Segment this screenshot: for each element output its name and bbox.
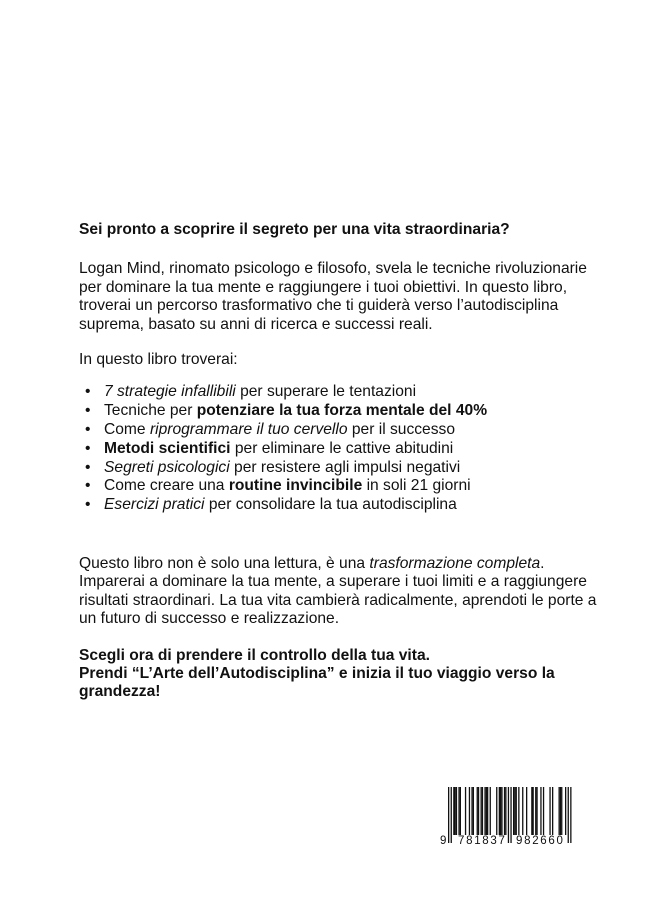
- barcode-bar: [505, 787, 506, 835]
- list-item: [104, 459, 599, 478]
- barcode-bar: [473, 787, 474, 835]
- list-item: [104, 383, 599, 402]
- list-item: [104, 402, 599, 421]
- transformation-paragraph: [79, 555, 599, 629]
- barcode-bar: [455, 787, 456, 835]
- paragraph2-emphasis: trasformazione completa: [369, 555, 541, 573]
- barcode-bar: [456, 787, 457, 835]
- cta-line-1: Scegli ora di prendere il controllo della tua vita.: [79, 646, 430, 664]
- barcode-bar: [560, 787, 561, 835]
- barcode-bar: [516, 787, 517, 835]
- barcode-bar: [540, 787, 541, 835]
- barcode-guard-bar: [568, 787, 569, 843]
- isbn-right-group: 982660: [516, 835, 565, 847]
- back-cover-text: [79, 221, 599, 702]
- feature-list: [79, 383, 599, 515]
- list-item-text: potenziare la tua forza mentale del 40%: [196, 402, 488, 420]
- barcode-bar: [486, 787, 487, 835]
- barcode-bar: [460, 787, 461, 835]
- headline: Sei pronto a scoprire il segreto per una vita straordinaria?: [79, 221, 510, 238]
- barcode-bar: [561, 787, 562, 835]
- barcode-bar: [496, 787, 497, 835]
- barcode-guard-bar: [570, 787, 571, 843]
- list-item-text: per resistere agli impulsi negativi: [229, 458, 461, 476]
- list-item-text: Esercizi pratici: [104, 496, 205, 514]
- list-item: [104, 421, 599, 440]
- barcode-bar: [533, 787, 534, 835]
- list-item-text: routine invincibile: [228, 477, 363, 495]
- barcode-bar: [478, 787, 479, 835]
- barcode-bar: [481, 787, 482, 835]
- barcode-bar: [504, 787, 505, 835]
- barcode-bar: [500, 787, 501, 835]
- barcode-bar: [458, 787, 459, 835]
- list-item: [104, 440, 599, 459]
- barcode-bar: [465, 787, 466, 835]
- paragraph2-before: Questo libro non è solo una lettura, è una: [79, 555, 370, 573]
- isbn-first-digit: 9: [440, 835, 447, 847]
- description-paragraph: Logan Mind, rinomato psicologo e filosofo, svela le tecniche rivoluzionarie per dominare la tua mente e raggiungere i tuoi obiettivi. In questo libro, troverai un percorso trasformativo che ti guiderà verso l’autodisciplina suprema, basato su anni di ricerca e successi reali.: [79, 260, 587, 333]
- list-item-text: per il successo: [347, 421, 455, 439]
- barcode-bar: [522, 787, 523, 835]
- barcode-bar: [501, 787, 502, 835]
- barcode-bar: [526, 787, 527, 835]
- barcode-bar: [453, 787, 454, 835]
- list-item-text: 7 strategie infallibili: [104, 383, 236, 401]
- list-item-text: per superare le tentazioni: [235, 383, 417, 401]
- list-item-text: per eliminare le cattive abitudini: [230, 439, 454, 457]
- barcode-bar: [543, 787, 544, 835]
- call-to-action: [79, 647, 599, 702]
- barcode-bar: [487, 787, 488, 835]
- barcode-guard-bar: [448, 787, 449, 843]
- barcode-guard-bar: [510, 787, 511, 843]
- barcode-bar: [531, 787, 532, 835]
- list-item-text: in soli 21 giorni: [362, 477, 471, 495]
- list-item-text: Metodi scientifici: [104, 439, 231, 457]
- barcode-guard-bar: [451, 787, 452, 843]
- list-item-text: Come creare una: [104, 477, 229, 495]
- barcode-bar: [469, 787, 470, 835]
- barcode-bar: [490, 787, 491, 835]
- barcode-bar: [482, 787, 483, 835]
- barcode-bar: [499, 787, 500, 835]
- list-item-text: Come: [104, 421, 150, 439]
- list-item-text: riprogrammare il tuo cervello: [149, 421, 348, 439]
- list-item-text: Tecniche per: [104, 402, 197, 420]
- barcode-bar: [552, 787, 553, 835]
- list-item: [104, 496, 599, 515]
- barcode-bar: [565, 787, 566, 835]
- barcode-bar: [514, 787, 515, 835]
- barcode-bar: [518, 787, 519, 835]
- barcode-bar: [477, 787, 478, 835]
- barcode-guard-bar: [508, 787, 509, 843]
- list-intro: In questo libro troverai:: [79, 351, 238, 369]
- barcode-bar: [484, 787, 485, 835]
- list-item-text: Segreti psicologici: [104, 458, 230, 476]
- barcode-bar: [535, 787, 536, 835]
- barcode-bar: [549, 787, 550, 835]
- barcode-bar: [559, 787, 560, 835]
- paragraph2-after: . Imparerai a dominare la tua mente, a superare i tuoi limiti e a raggiungere risultati straordinari. La tua vita cambierà radicalmente, aprendoti le porte a un futuro di successo e realizzazione.: [79, 555, 597, 628]
- barcode-bar: [536, 787, 537, 835]
- barcode-bar: [471, 787, 472, 835]
- isbn-left-group: 781837: [458, 835, 507, 847]
- cta-line-2: Prendi “L’Arte dell’Autodisciplina” e inizia il tuo viaggio verso la grandezza!: [79, 665, 555, 701]
- list-item: [104, 477, 599, 496]
- barcode-bar: [513, 787, 514, 835]
- list-item-text: per consolidare la tua autodisciplina: [204, 496, 457, 514]
- isbn-barcode: [436, 786, 572, 848]
